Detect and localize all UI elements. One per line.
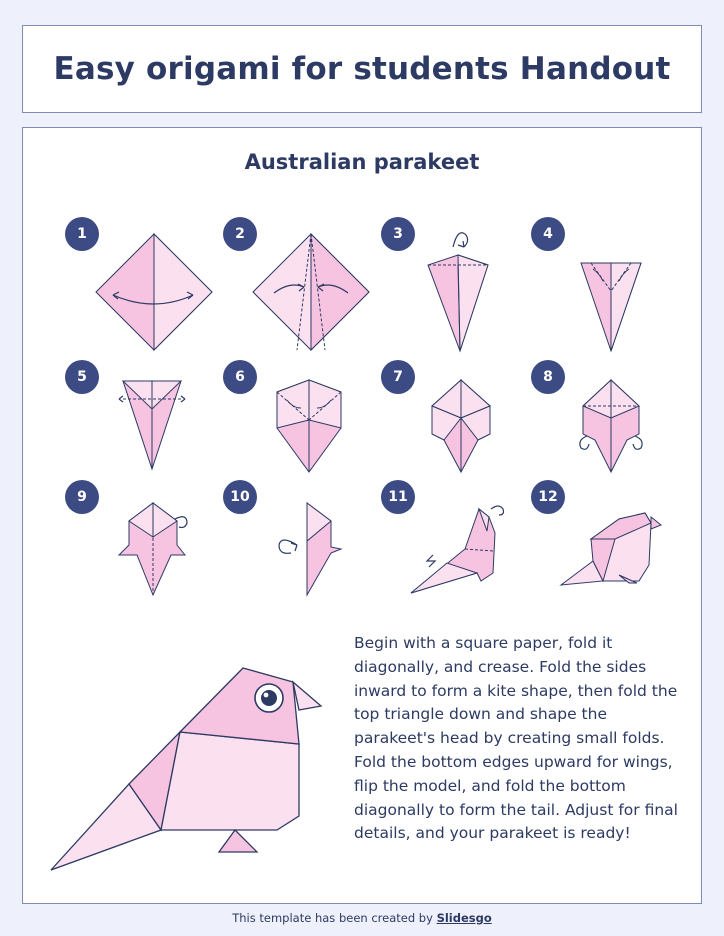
slidesgo-link[interactable]: Slidesgo	[436, 911, 492, 925]
step-badge-10: 10	[223, 480, 257, 514]
step-badge-6: 6	[223, 360, 257, 394]
step-badge-5: 5	[65, 360, 99, 394]
step-6-diagram	[275, 378, 343, 474]
step-8-diagram	[573, 378, 649, 474]
step-badge-3: 3	[381, 217, 415, 251]
step-5-diagram	[115, 379, 189, 471]
content-panel	[22, 127, 702, 904]
step-4-diagram	[579, 261, 643, 353]
parakeet-illustration	[49, 666, 329, 872]
step-7-diagram	[430, 378, 492, 474]
instructions-text: Begin with a square paper, fold it diagonally, and crease. Fold the sides inward to form a kite shape, then fold the top triangle down and shape the parakeet's head by creating small folds. Fold the bottom edges upward for wings, flip the model, and fold the bottom diagonally to form the tail. Adjust for final details, and your parakeet is ready!	[354, 634, 678, 843]
step-badge-4: 4	[531, 217, 565, 251]
title-box	[22, 25, 702, 113]
step-10-diagram	[275, 501, 347, 597]
section-subtitle: Australian parakeet	[244, 150, 480, 174]
step-1-diagram	[95, 233, 213, 351]
step-badge-12: 12	[531, 480, 565, 514]
step-badge-2: 2	[223, 217, 257, 251]
page-title: Easy origami for students Handout	[53, 51, 671, 87]
step-2-diagram	[252, 233, 370, 351]
step-badge-1: 1	[65, 217, 99, 251]
step-badge-9: 9	[65, 480, 99, 514]
step-11-diagram	[407, 503, 517, 597]
step-12-diagram	[559, 509, 663, 587]
step-9-diagram	[115, 501, 193, 597]
step-badge-8: 8	[531, 360, 565, 394]
step-badge-11: 11	[381, 480, 415, 514]
footer-text: This template has been created by	[232, 911, 433, 925]
step-3-diagram	[426, 225, 490, 353]
step-badge-7: 7	[381, 360, 415, 394]
footer	[0, 911, 724, 925]
